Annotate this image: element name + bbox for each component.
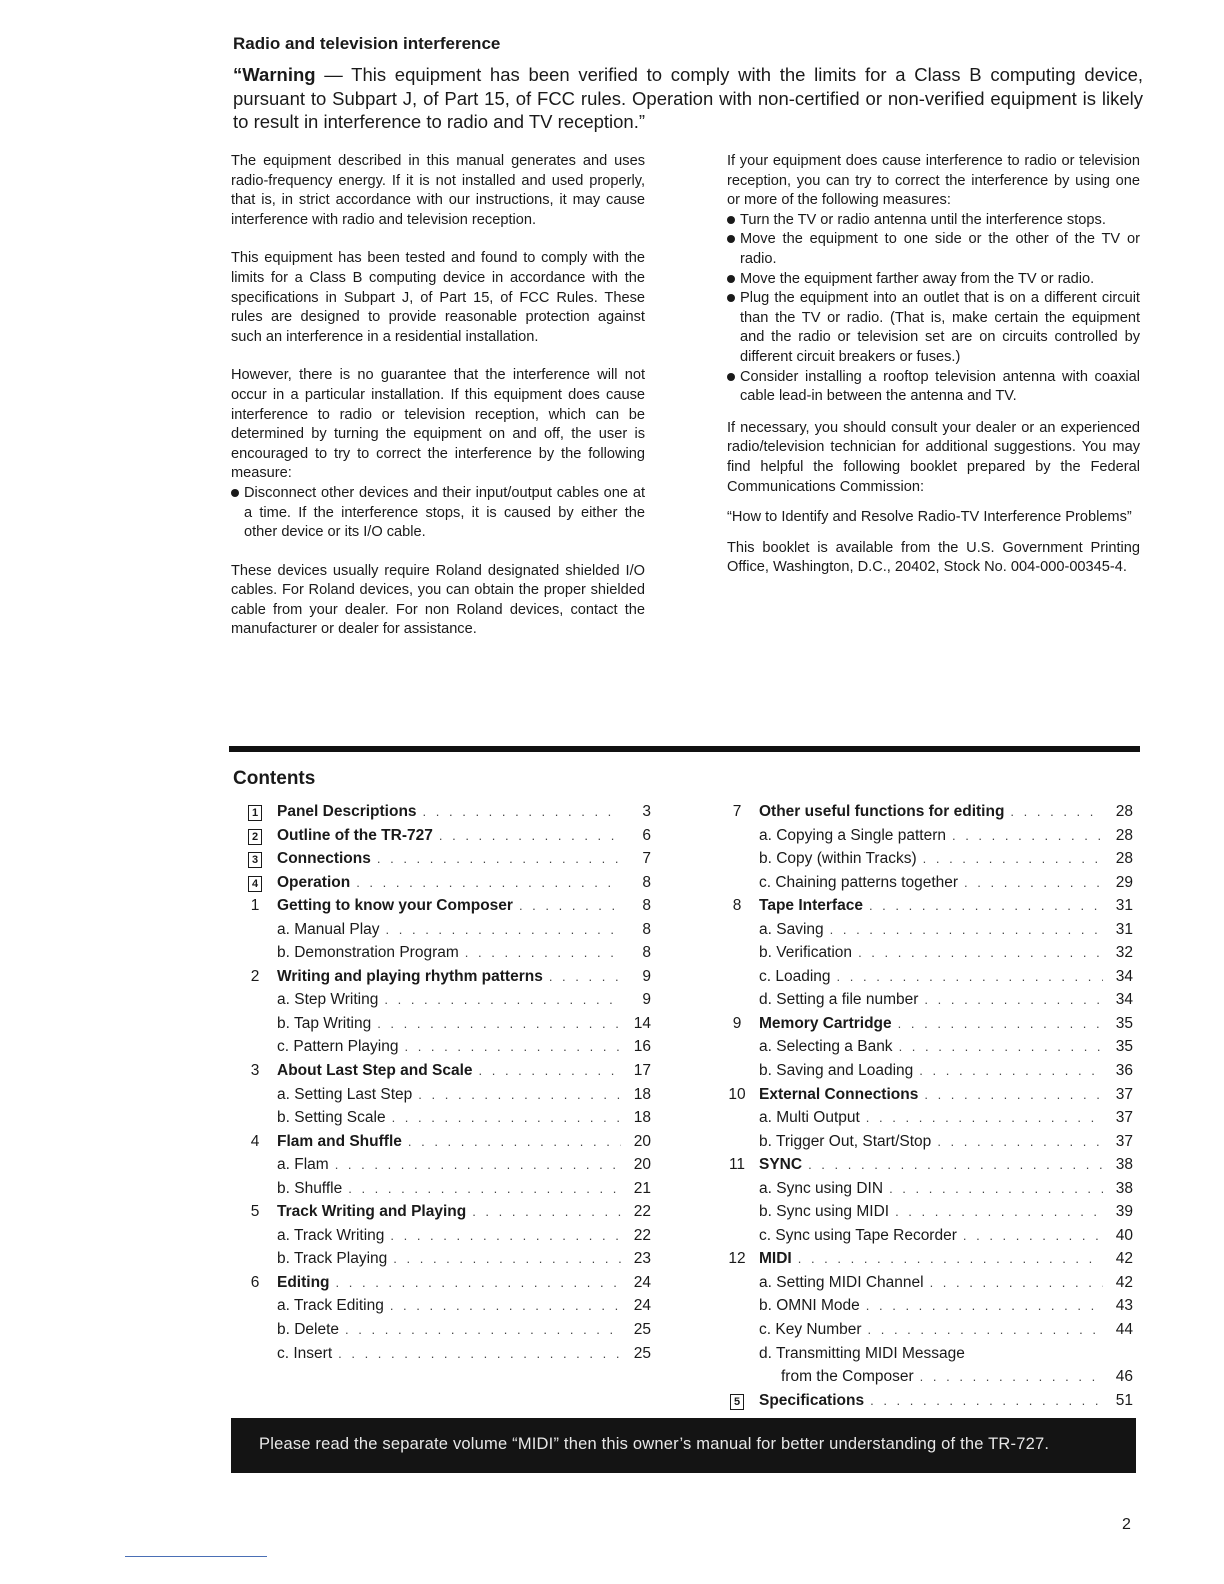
toc-page-number: 20 [633,1132,651,1150]
toc-page-number: 9 [642,991,651,1009]
toc-leader-dots [348,1181,621,1196]
toc-page-number: 6 [642,826,651,844]
toc-page-number: 34 [1115,991,1133,1009]
toc-page-number: 25 [633,1344,651,1362]
toc-entry [715,944,1133,968]
toc-title: d. Setting a file number [759,991,919,1009]
toc-entry [715,1086,1133,1110]
toc-title: a. Setting MIDI Channel [759,1273,924,1291]
toc-entry [233,1345,651,1369]
toc-leader-dots [377,1016,621,1031]
toc-page-number: 9 [642,967,651,985]
toc-leader-dots [404,1039,621,1054]
section-heading: Radio and television interference [233,34,501,53]
paragraph: “How to Identify and Resolve Radio-TV Interference Problems” [727,509,1132,526]
toc-number [233,1133,277,1151]
toc-page-number: 17 [633,1062,651,1080]
toc-page-number: 34 [1115,967,1133,985]
toc-leader-dots [858,945,1103,960]
toc-entry [233,968,651,992]
bullet-dot-icon [727,373,735,381]
toc-entry [715,1392,1133,1416]
toc-title: Editing [277,1273,330,1291]
toc-title: b. Track Playing [277,1250,388,1268]
toc-leader-dots [898,1016,1103,1031]
toc-entry [233,850,651,874]
toc-page-number: 21 [633,1179,651,1197]
toc-leader-dots [423,804,621,819]
toc-leader-dots [384,992,621,1007]
toc-leader-dots [952,828,1103,843]
toc-leader-dots [869,898,1103,913]
toc-number-text: 3 [250,1062,260,1080]
toc-chapter-box [233,850,277,868]
toc-entry [715,968,1133,992]
toc-leader-dots [465,945,621,960]
toc-leader-dots [377,851,621,866]
toc-number-text: 2 [248,829,262,845]
toc-page-number: 40 [1115,1226,1133,1244]
toc-leader-dots [930,1275,1103,1290]
fcc-warning [233,63,1143,134]
bullet-text: Move the equipment farther away from the TV or radio. [740,270,1095,287]
toc-number [715,1250,759,1268]
paragraph: However, there is no guarantee that the interference will not occur in a particular installation. If this equipment does cause interference to radio or television reception, which can be determined by turning the equipment on and off, the user is encouraged to try to correct the interference by the following measure: [231,367,645,482]
toc-title: Connections [277,850,371,868]
toc-chapter-box [233,874,277,892]
toc-title: Memory Cartridge [759,1014,892,1032]
toc-title: Tape Interface [759,897,863,915]
toc-leader-dots [868,1322,1103,1337]
toc-page-number: 32 [1115,944,1133,962]
toc-entry [715,991,1133,1015]
toc-leader-dots [335,1157,621,1172]
bullet-text: Move the equipment to one side or the other of the TV or radio. [740,231,1140,267]
toc-page-number: 7 [642,850,651,868]
toc-title: b. Verification [759,944,853,962]
toc-entry [715,1345,1133,1369]
toc-page-number: 3 [642,803,651,820]
toc-leader-dots [336,1275,621,1290]
toc-entry [233,1180,651,1204]
toc-title: a. Copying a Single pattern [759,826,946,844]
toc-leader-dots [519,898,621,913]
bullet-item [231,484,645,543]
toc-entry [233,1086,651,1110]
toc-page-number: 28 [1115,850,1133,868]
toc-number-text: 4 [250,1132,260,1150]
toc-number-text: 5 [730,1394,744,1410]
notice-banner [231,1418,1136,1473]
toc-title: Specifications [759,1391,865,1409]
toc-title: Flam and Shuffle [277,1132,402,1150]
toc-number [233,1274,277,1292]
toc-entry [715,1062,1133,1086]
paragraph: This booklet is available from the U.S. Government Printing Office, Washington, D.C., 20402, Stock No. 004-000-00345-4. [727,539,1140,576]
toc-title: a. Multi Output [759,1109,860,1127]
toc-left-column [233,803,651,1368]
toc-page-number: 36 [1115,1062,1133,1080]
toc-right-column [715,803,1133,1415]
toc-entry [715,1274,1133,1298]
toc-number-text: 8 [732,897,742,915]
contents-title: Contents [233,768,316,789]
toc-leader-dots [390,1298,621,1313]
toc-leader-dots [963,1228,1103,1243]
toc-title: External Connections [759,1085,919,1103]
toc-page-number: 28 [1115,803,1133,820]
toc-number-text: 7 [732,803,742,820]
bullet-text: Consider installing a rooftop television antenna with coaxial cable lead-in between the antenna and TV. [740,368,1140,405]
toc-entry [233,1227,651,1251]
toc-entry [233,827,651,851]
toc-title: b. Shuffle [277,1179,343,1197]
toc-leader-dots [870,1393,1103,1408]
toc-title: b. Copy (within Tracks) [759,850,917,868]
toc-title: Other useful functions for editing [759,803,1005,820]
bullet-text: Plug the equipment into an outlet that is on a different circuit than the TV or radio. (That is, make certain the equipment and the radio or television set are on circuits controlled by different circuit breakers or fuses.) [740,290,1140,365]
toc-title: b. Sync using MIDI [759,1203,890,1221]
toc-leader-dots [808,1157,1103,1172]
toc-entry [715,1156,1133,1180]
toc-page-number: 25 [633,1321,651,1339]
toc-entry [233,803,651,827]
toc-entry [715,1297,1133,1321]
toc-number [233,968,277,986]
toc-entry [715,921,1133,945]
toc-leader-dots [937,1134,1103,1149]
toc-entry [233,897,651,921]
bullet-item [727,211,1140,231]
toc-entry [715,827,1133,851]
toc-title: c. Key Number [759,1321,862,1339]
toc-entry [715,1227,1133,1251]
toc-leader-dots [1010,804,1103,819]
toc-leader-dots [472,1204,621,1219]
toc-leader-dots [408,1134,621,1149]
toc-page-number: 24 [633,1273,651,1291]
right-column [727,152,1140,597]
toc-leader-dots [798,1251,1103,1266]
left-column [231,152,645,659]
section-divider [229,746,1140,752]
toc-leader-dots [889,1181,1103,1196]
toc-entry [233,1156,651,1180]
toc-page-number: 43 [1115,1297,1133,1315]
toc-leader-dots [418,1087,621,1102]
toc-leader-dots [338,1346,621,1361]
toc-number [715,803,759,821]
toc-entry [233,1203,651,1227]
toc-title: Getting to know your Composer [277,897,513,915]
bullet-list [727,211,1140,407]
toc-page-number: 38 [1115,1156,1133,1174]
toc-title: b. OMNI Mode [759,1297,860,1315]
toc-leader-dots [895,1204,1103,1219]
toc-page-number: 42 [1115,1250,1133,1268]
toc-entry [715,1038,1133,1062]
toc-entry [715,1203,1133,1227]
toc-number-text: 5 [250,1203,260,1221]
toc-page-number: 14 [633,1014,651,1032]
toc-leader-dots [549,969,621,984]
toc-entry [715,1250,1133,1274]
toc-title: a. Manual Play [277,920,380,938]
toc-entry [233,991,651,1015]
toc-title: c. Chaining patterns together [759,873,959,891]
toc-leader-dots [866,1110,1103,1125]
page-number: 2 [1122,1516,1131,1533]
toc-page-number: 24 [633,1297,651,1315]
toc-leader-dots [345,1322,621,1337]
banner-text: Please read the separate volume “MIDI” then this owner’s manual for better understanding of the TR-727. [259,1435,1050,1453]
warning-text: — This equipment has been verified to comply with the limits for a Class B computing device, pursuant to Subpart J, of Part 15, of FCC rules. Operation with non-certified or non-verified equipment is likely to result in interference to radio and TV reception.” [233,64,1143,132]
paragraph: This equipment has been tested and found to comply with the limits for a Class B computing device in accordance with the specifications in Subpart J, of Part 15, of FCC Rules. These rules are designed to provide reasonable protection against such an interference in a residential installation. [231,250,645,345]
toc-leader-dots [392,1110,621,1125]
toc-entry [715,874,1133,898]
toc-number-text: 11 [728,1156,746,1174]
toc-title: a. Sync using DIN [759,1179,884,1197]
toc-title: a. Flam [277,1156,329,1174]
toc-entry [715,1015,1133,1039]
toc-title: a. Track Writing [277,1226,385,1244]
toc-title: SYNC [759,1156,803,1174]
bullet-dot-icon [727,216,735,224]
toc-title: Panel Descriptions [277,803,417,820]
toc-leader-dots [390,1228,621,1243]
bullet-item [727,230,1140,269]
toc-entry [233,1297,651,1321]
toc-page-number: 8 [642,897,651,915]
toc-page-number: 22 [633,1226,651,1244]
toc-page-number: 35 [1115,1038,1133,1056]
toc-chapter-box [233,827,277,845]
toc-page-number: 37 [1115,1085,1133,1103]
toc-page-number: 8 [642,873,651,891]
toc-leader-dots [924,992,1103,1007]
toc-leader-dots [837,969,1103,984]
toc-title: a. Track Editing [277,1297,384,1315]
toc-leader-dots [919,1063,1103,1078]
toc-page-number: 29 [1115,873,1133,891]
toc-page-number: 35 [1115,1014,1133,1032]
bullet-text: Disconnect other devices and their input/output cables one at a time. If the interference stops, it is caused by either the other device or its I/O cable. [244,484,645,541]
toc-leader-dots [479,1063,621,1078]
toc-number-text: 3 [248,852,262,868]
toc-page-number: 51 [1115,1391,1133,1409]
toc-entry [233,921,651,945]
toc-number-text: 2 [250,967,260,985]
toc-entry [233,1250,651,1274]
toc-entry [233,1274,651,1298]
bullet-item [727,289,1140,367]
bullet-text: Turn the TV or radio antenna until the interference stops. [740,211,1106,228]
toc-number-text: 12 [728,1250,746,1268]
toc-page-number: 37 [1115,1132,1133,1150]
toc-page-number: 8 [642,944,651,962]
toc-number [233,897,277,915]
toc-title: c. Pattern Playing [277,1038,399,1056]
toc-page-number: 18 [633,1109,651,1127]
toc-chapter-box [715,1392,759,1410]
toc-title: b. Delete [277,1321,340,1339]
toc-number-text: 10 [728,1085,746,1103]
toc-entry [715,803,1133,827]
toc-entry [233,1015,651,1039]
toc-leader-dots [899,1039,1103,1054]
toc-entry [715,850,1133,874]
toc-entry [233,874,651,898]
toc-title: b. Tap Writing [277,1014,372,1032]
paragraph: The equipment described in this manual generates and uses radio-frequency energy. If it is not installed and used properly, that is, in strict accordance with our instructions, it may cause interference with radio and television reception. [231,153,645,228]
toc-entry [715,1133,1133,1157]
toc-entry [715,1180,1133,1204]
toc-page-number: 31 [1115,920,1133,938]
toc-number [233,1203,277,1221]
toc-title: d. Transmitting MIDI Message [759,1344,965,1362]
toc-leader-dots [923,851,1103,866]
toc-entry [715,1109,1133,1133]
bullet-list [231,484,645,543]
toc-page-number: 42 [1115,1273,1133,1291]
toc-page-number: 38 [1115,1179,1133,1197]
toc-page-number: 39 [1115,1203,1133,1221]
toc-title: c. Loading [759,967,831,985]
toc-leader-dots [920,1369,1103,1384]
toc-entry [233,1062,651,1086]
toc-page-number: 20 [633,1156,651,1174]
toc-title: c. Sync using Tape Recorder [759,1226,957,1244]
toc-number-text: 9 [732,1014,742,1032]
toc-leader-dots [964,875,1103,890]
toc-title: from the Composer [781,1368,914,1386]
toc-page-number: 16 [633,1038,651,1056]
toc-number [715,1086,759,1104]
bullet-dot-icon [231,489,239,497]
toc-number [715,897,759,915]
toc-leader-dots [924,1087,1103,1102]
toc-title: c. Insert [277,1344,333,1362]
toc-page-number: 44 [1115,1321,1133,1339]
toc-number [715,1015,759,1033]
toc-title: Operation [277,873,351,891]
toc-title: b. Demonstration Program [277,944,459,962]
toc-entry [715,897,1133,921]
paragraph: These devices usually require Roland designated shielded I/O cables. For Roland devices, you can obtain the proper shielded cable from your dealer. For non Roland devices, contact the manufacturer or dealer for assistance. [231,562,645,638]
toc-page-number: 18 [633,1085,651,1103]
bullet-dot-icon [727,235,735,243]
toc-number-text: 1 [250,897,260,915]
paragraph: If necessary, you should consult your dealer or an experienced radio/television technician for additional suggestions. You may find helpful the following booklet prepared by the Federal Communications Commission: [727,419,1140,495]
toc-title: a. Setting Last Step [277,1085,413,1103]
toc-number [715,1156,759,1174]
toc-title: MIDI [759,1250,792,1268]
toc-entry [233,1133,651,1157]
toc-title: b. Saving and Loading [759,1062,914,1080]
toc-title: Writing and playing rhythm patterns [277,967,543,985]
toc-title: a. Step Writing [277,991,379,1009]
toc-leader-dots [356,875,621,890]
toc-page-number: 8 [642,920,651,938]
toc-leader-dots [393,1251,621,1266]
bullet-dot-icon [727,294,735,302]
toc-page-number: 37 [1115,1109,1133,1127]
toc-leader-dots [386,922,621,937]
toc-title: a. Saving [759,920,824,938]
toc-title: About Last Step and Scale [277,1062,473,1080]
toc-entry [233,1321,651,1345]
toc-leader-dots [830,922,1103,937]
toc-entry [233,1109,651,1133]
toc-chapter-box [233,803,277,821]
toc-entry [715,1368,1133,1392]
toc-page-number: 31 [1115,897,1133,915]
bullet-dot-icon [727,275,735,283]
toc-page-number: 22 [633,1203,651,1221]
toc-entry [233,944,651,968]
warning-label: “Warning [233,64,316,85]
bullet-item [727,368,1140,407]
scan-line [125,1556,267,1557]
toc-entry [233,1038,651,1062]
toc-title: Outline of the TR-727 [277,826,433,844]
toc-page-number: 23 [633,1250,651,1268]
toc-entry [715,1321,1133,1345]
toc-leader-dots [866,1298,1103,1313]
toc-title: b. Setting Scale [277,1109,386,1127]
toc-page-number: 46 [1115,1368,1133,1386]
toc-number [233,1062,277,1080]
toc-number-text: 1 [248,805,262,821]
bullet-item [727,270,1140,290]
toc-number-text: 6 [250,1273,260,1291]
toc-number-text: 4 [248,876,262,892]
toc-page-number: 28 [1115,826,1133,844]
toc-title: Track Writing and Playing [277,1203,467,1221]
toc-title: a. Selecting a Bank [759,1038,893,1056]
paragraph: If your equipment does cause interference to radio or television reception, you can try to correct the interference by using one or more of the following measures: [727,153,1140,209]
toc-title: b. Trigger Out, Start/Stop [759,1132,932,1150]
toc-leader-dots [439,828,621,843]
